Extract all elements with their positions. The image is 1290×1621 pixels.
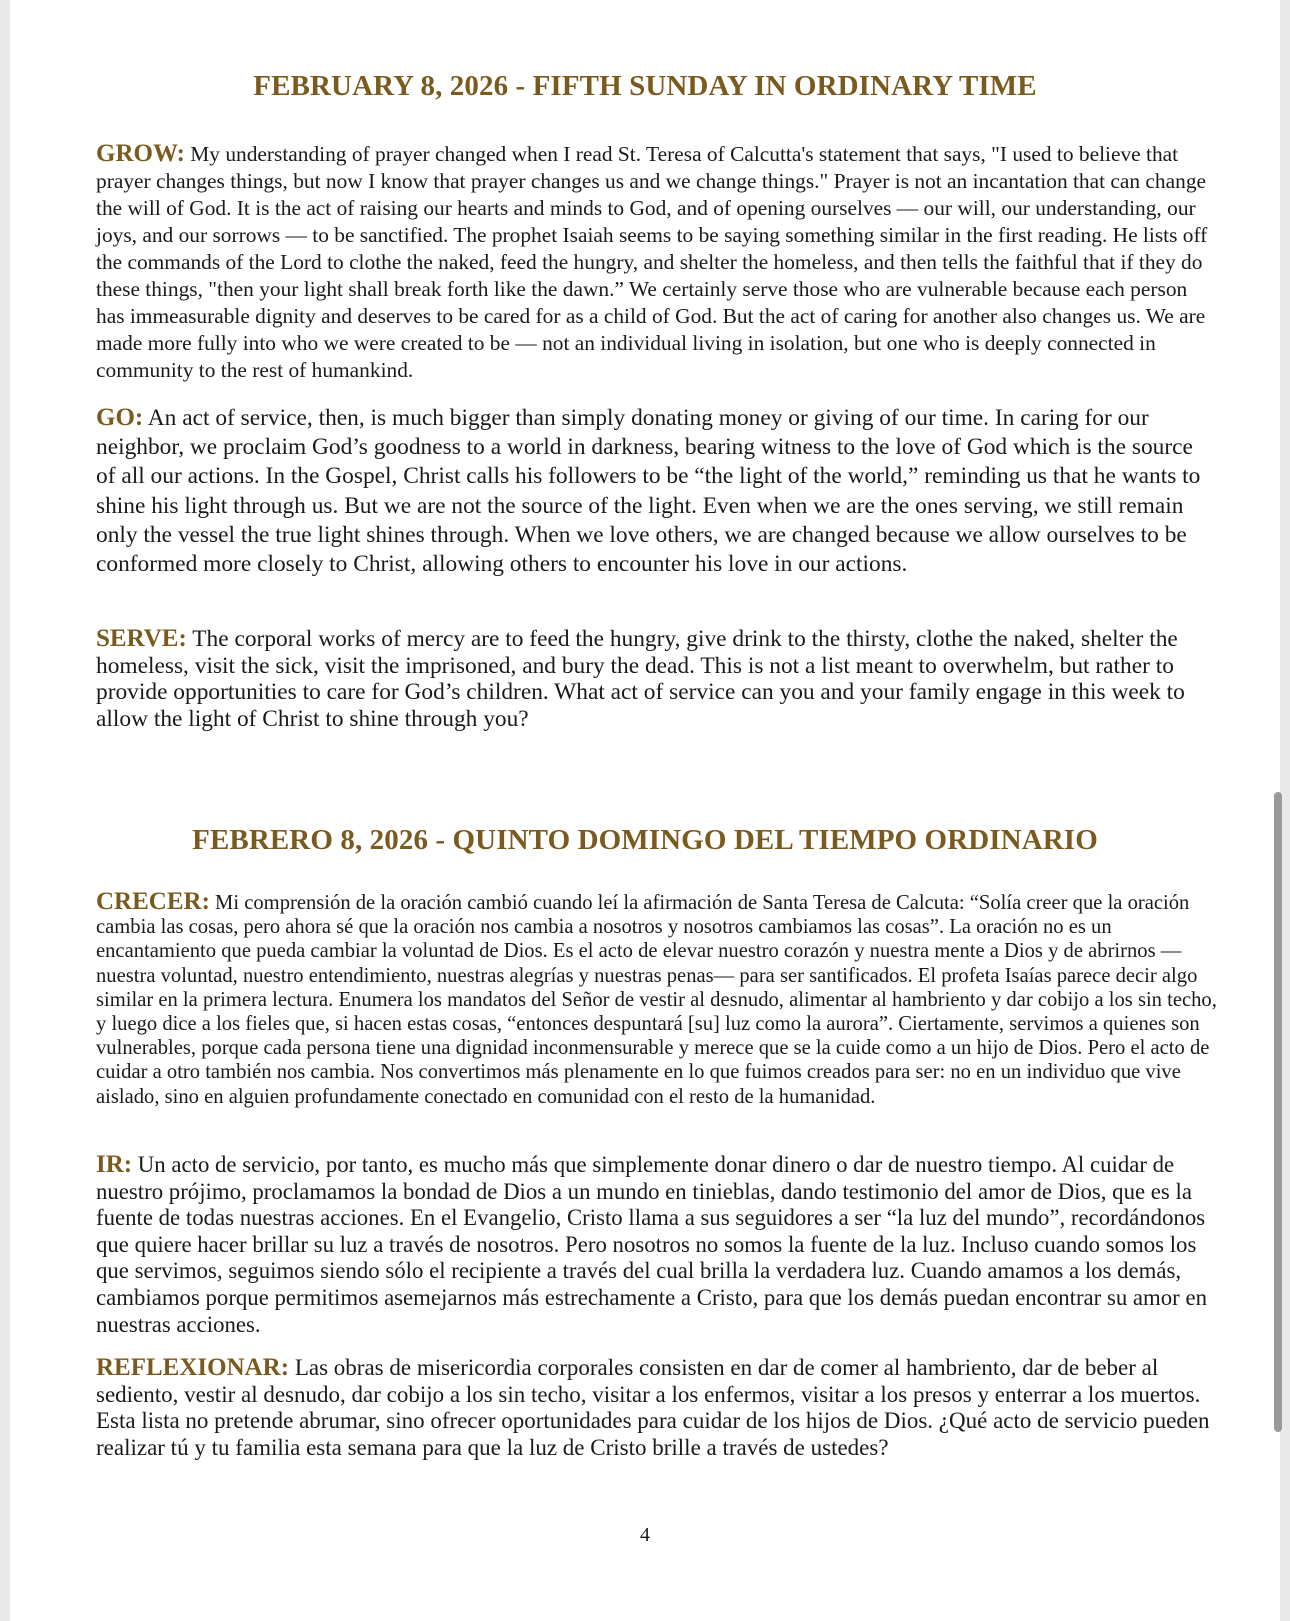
page-number: 4 (640, 1524, 650, 1546)
crecer-text: Mi comprensión de la oración cambió cuando leí la afirmación de Santa Teresa de Calcuta: “Solía creer que la oración cambia las cosas, pero ahora sé que la oración nos cambia a nosotros y nosotros cambiamos las cosas”. La oración no es un encantamiento que pueda cambiar la voluntad de Dios. Es el acto de elevar nuestro corazón y nuestra mente a Dios y de abrirnos —nuestra voluntad, nuestro entendimiento, nuestras alegrías y nuestras penas— para ser santificados. El profeta Isaías parece decir algo similar en la primera lectura. Enumera los mandatos del Señor de vestir al desnudo, alimentar al hambriento y dar cobijo a los sin techo, y luego dice a los fieles que, si hacen estas cosas, “entonces despuntará [su] luz como la aurora”. Ciertamente, servimos a quienes son vulnerables, porque cada persona tiene una dignidad inconmensurable y merece que se la cuide como a un hijo de Dios. Pero el acto de cuidar a otro también nos cambia. Nos convertimos más plenamente en lo que fuimos creados para ser: no en un individuo que vive aislado, sino en alguien profundamente conectado en comunidad con el resto de la humanidad. (96, 892, 1217, 1108)
go-paragraph (96, 403, 1218, 579)
vertical-scrollbar-thumb[interactable] (1274, 792, 1282, 1432)
serve-label: SERVE: (96, 625, 187, 652)
document-page (10, 0, 1280, 1621)
serve-text: The corporal works of mercy are to feed the hungry, give drink to the thirsty, clothe the naked, shelter the homeless, visit the sick, visit the imprisoned, and bury the dead. This is not a list meant to overwhelm, but rather to provide opportunities to care for God’s children. What act of service can you and your family engage in this week to allow the light of Christ to shine through you? (96, 626, 1185, 732)
reflexionar-text: Las obras de misericordia corporales consisten en dar de comer al hambriento, dar de beber al sediento, vestir al desnudo, dar cobijo a los sin techo, visitar a los enfermos, visitar a los presos y enterrar a los muertos. Esta lista no pretende abrumar, sino ofrecer oportunidades para cuidar de los hijos de Dios. ¿Qué acto de servicio pueden realizar tú y tu familia esta semana para que la luz de Cristo brille a través de ustedes? (96, 1355, 1210, 1460)
grow-text: My understanding of prayer changed when I read St. Teresa of Calcutta's statement that says, "I used to believe that prayer changes things, but now I know that prayer changes us and we change things." Prayer is not an incantation that can change the will of God. It is the act of raising our hearts and minds to God, and of opening ourselves — our will, our understanding, our joys, and our sorrows — to be sanctified. The prophet Isaiah seems to be saying something similar in the first reading. He lists off the commands of the Lord to clothe the naked, feed the hungry, and shelter the homeless, and then tells the faithful that if they do these things, "then your light shall break forth like the dawn.” We certainly serve those who are vulnerable because each person has immeasurable dignity and deserves to be cared for as a child of God. But the act of caring for another also changes us. We are made more fully into who we were created to be — not an individual living in isolation, but one who is deeply connected in community to the rest of humankind. (96, 142, 1208, 382)
reflexionar-label: REFLEXIONAR: (96, 1354, 290, 1381)
crecer-label: CRECER: (96, 888, 210, 915)
crecer-paragraph (96, 890, 1218, 1109)
reflexionar-paragraph (96, 1355, 1218, 1461)
ir-text: Un acto de servicio, por tanto, es mucho más que simplemente donar dinero o dar de nuestro tiempo. Al cuidar de nuestro prójimo, proclamamos la bondad de Dios a un mundo en tinieblas, dando testimonio del amor de Dios, que es la fuente de todas nuestras acciones. En el Evangelio, Cristo llama a sus seguidores a ser “la luz del mundo”, recordándonos que quiere hacer brillar su luz a través de nosotros. Pero nosotros no somos la fuente de la luz. Incluso cuando somos los que servimos, seguimos siendo sólo el recipiente a través del cual brilla la verdadera luz. Cuando amamos a los demás, cambiamos porque permitimos asemejarnos más estrechamente a Cristo, para que los demás puedan encontrar su amor en nuestras acciones. (96, 1152, 1207, 1337)
spanish-title: FEBRERO 8, 2026 - QUINTO DOMINGO DEL TIEMPO ORDINARIO (192, 824, 1098, 856)
go-text: An act of service, then, is much bigger than simply donating money or giving of our time. In caring for our neighbor, we proclaim God’s goodness to a world in darkness, bearing witness to the love of God which is the source of all our actions. In the Gospel, Christ calls his followers to be “the light of the world,” reminding us that he wants to shine his light through us. But we are not the source of the light. Even when we are the ones serving, we still remain only the vessel the true light shines through. When we love others, we are changed because we allow ourselves to be conformed more closely to Christ, allowing others to encounter his love in our actions. (96, 405, 1201, 578)
serve-paragraph (96, 626, 1218, 732)
grow-label: GROW: (96, 140, 185, 167)
go-label: GO: (96, 404, 144, 431)
ir-label: IR: (96, 1151, 133, 1178)
english-title: FEBRUARY 8, 2026 - FIFTH SUNDAY IN ORDINARY TIME (253, 70, 1037, 102)
grow-paragraph (96, 140, 1218, 384)
ir-paragraph (96, 1152, 1218, 1338)
